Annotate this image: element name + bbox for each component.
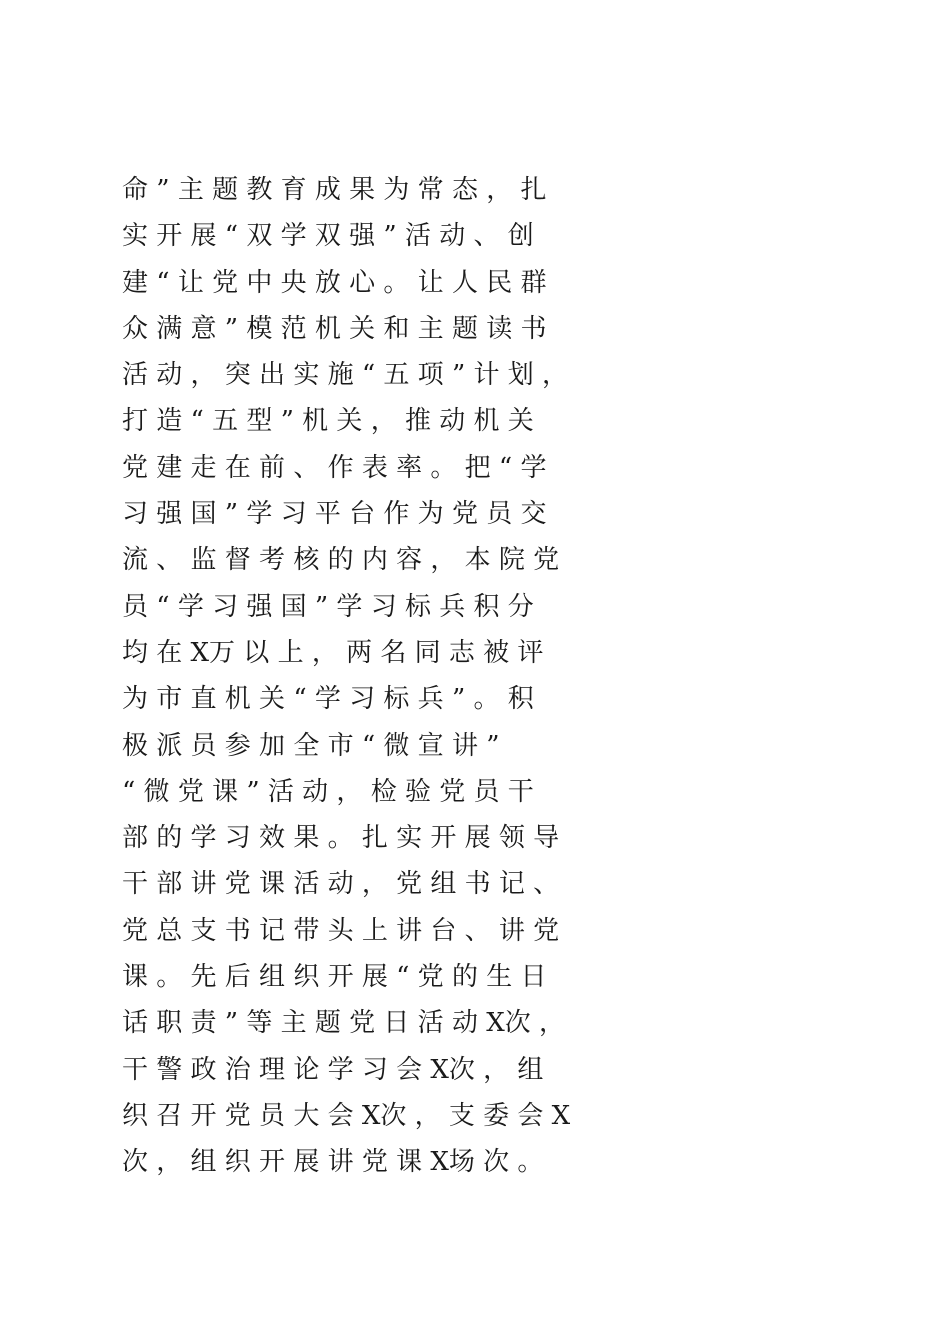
text-line-14: “ 微 党 课 ” 活 动 ， 检 验 党 员 干 (122, 776, 534, 807)
text-line-7: 党 建 走 在 前 、 作 表 率 。 把 “ 学 (122, 452, 547, 483)
text-line-8: 习 强 国 ” 学 习 平 台 作 为 党 员 交 (122, 499, 547, 530)
text-line-10: 员 “ 学 习 强 国 ” 学 习 标 兵 积 分 (122, 591, 534, 622)
text-line-6: 打 造 “ 五 型 ” 机 关 ， 推 动 机 关 (122, 406, 534, 437)
text-line-21: 织 召 开 党 员 大 会 X次 ， 支 委 会 X (122, 1100, 571, 1131)
text-line-12: 为 市 直 机 关 “ 学 习 标 兵 ” 。 积 (122, 684, 534, 715)
text-line-17: 党 总 支 书 记 带 头 上 讲 台 、 讲 党 (122, 915, 560, 946)
text-line-13: 极 派 员 参 加 全 市 “ 微 宣 讲 ” (122, 730, 500, 761)
text-line-15: 部 的 学 习 效 果 。 扎 实 开 展 领 导 (122, 823, 560, 854)
text-line-16: 干 部 讲 党 课 活 动 ， 党 组 书 记 、 (122, 869, 560, 900)
text-line-11: 均 在 X万 以 上 ， 两 名 同 志 被 评 (122, 637, 544, 668)
text-line-19: 话 职 责 ” 等 主 题 党 日 活 动 X次 ， (122, 1008, 565, 1039)
text-line-2: 实 开 展 “ 双 学 双 强 ” 活 动 、 创 (122, 221, 534, 252)
text-line-9: 流 、 监 督 考 核 的 内 容 ， 本 院 党 (122, 545, 560, 576)
text-line-3: 建 “ 让 党 中 央 放 心 。 让 人 民 群 (122, 267, 547, 298)
text-line-4: 众 满 意 ” 模 范 机 关 和 主 题 读 书 (122, 313, 547, 344)
text-line-18: 课 。 先 后 组 织 开 展 “ 党 的 生 日 (122, 962, 547, 993)
text-line-5: 活 动 ， 突 出 实 施 “ 五 项 ” 计 划 ， (122, 360, 569, 391)
text-line-20: 干 警 政 治 理 论 学 习 会 X次 ， 组 (122, 1054, 544, 1085)
body-text (122, 167, 822, 1186)
text-line-1: 命 ” 主 题 教 育 成 果 为 常 态 ， 扎 (122, 175, 547, 205)
text-line-22: 次 ， 组 织 开 展 讲 党 课 X场 次 。 (122, 1147, 544, 1178)
